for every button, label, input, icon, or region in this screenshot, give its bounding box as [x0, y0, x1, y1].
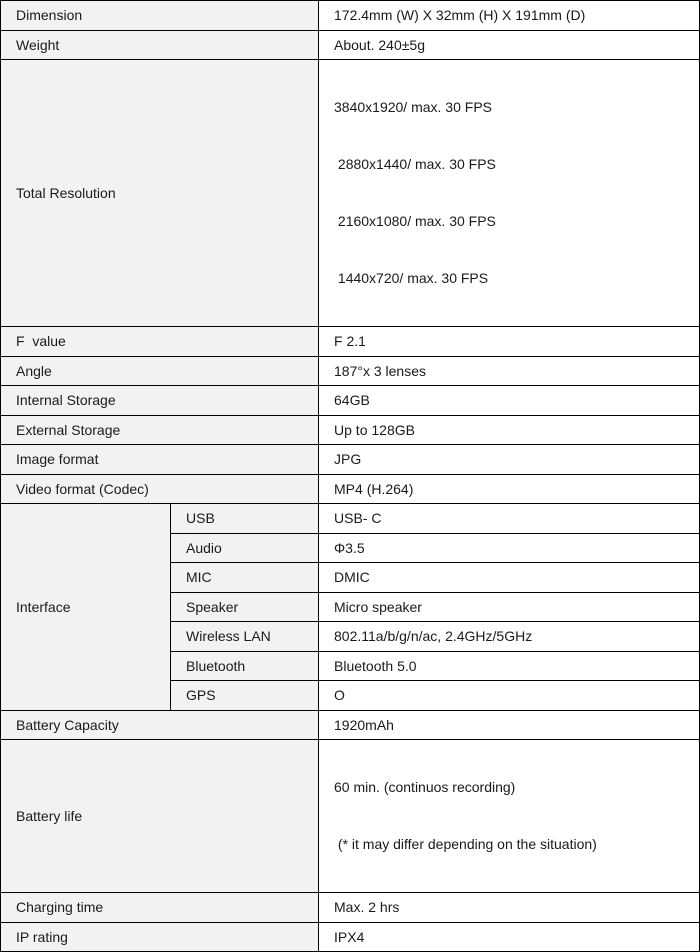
row-value: O [319, 681, 700, 711]
row-value: Φ3.5 [319, 534, 700, 563]
table-row [1, 711, 700, 740]
row-value: 64GB [319, 386, 700, 416]
row-value: USB- C [319, 504, 700, 534]
row-label: Battery life [1, 740, 319, 893]
table-row [1, 893, 700, 923]
row-value: 802.11a/b/g/n/ac, 2.4GHz/5GHz [319, 622, 700, 652]
table-row [1, 416, 700, 445]
row-value: Max. 2 hrs [319, 893, 700, 923]
battery-life-line: 60 min. (continuos recording) [334, 779, 516, 795]
resolution-line: 1440x720/ max. 30 FPS [334, 270, 489, 286]
row-label: IP rating [1, 923, 319, 952]
table-row [1, 504, 700, 534]
row-label: Image format [1, 445, 319, 475]
row-value: 187°x 3 lenses [319, 357, 700, 386]
table-row [1, 386, 700, 416]
table-row [1, 740, 700, 893]
row-value [319, 740, 700, 893]
row-label: F value [1, 327, 319, 357]
row-value: Micro speaker [319, 593, 700, 622]
row-label: Weight [1, 31, 319, 60]
table-row [1, 31, 700, 60]
row-label: Angle [1, 357, 319, 386]
row-value: 172.4mm (W) X 32mm (H) X 191mm (D) [319, 1, 700, 31]
row-value: About. 240±5g [319, 31, 700, 60]
sub-label: MIC [171, 563, 319, 593]
row-label: Total Resolution [1, 60, 319, 327]
row-value: F 2.1 [319, 327, 700, 357]
battery-life-line: (* it may differ depending on the situation) [334, 836, 597, 852]
sub-label: Speaker [171, 593, 319, 622]
resolution-line: 3840x1920/ max. 30 FPS [334, 99, 493, 115]
row-label: Internal Storage [1, 386, 319, 416]
row-value: 1920mAh [319, 711, 700, 740]
row-label: Video format (Codec) [1, 475, 319, 504]
row-label-interface: Interface [1, 504, 171, 711]
table-row [1, 1, 700, 31]
table-row [1, 923, 700, 952]
sub-label: GPS [171, 681, 319, 711]
resolution-line: 2880x1440/ max. 30 FPS [334, 156, 496, 172]
row-label: Charging time [1, 893, 319, 923]
table-row [1, 60, 700, 327]
table-row [1, 445, 700, 475]
row-label: Battery Capacity [1, 711, 319, 740]
sub-label: USB [171, 504, 319, 534]
table-row [1, 357, 700, 386]
row-value: Bluetooth 5.0 [319, 652, 700, 681]
sub-label: Audio [171, 534, 319, 563]
table-row [1, 475, 700, 504]
row-value: Up to 128GB [319, 416, 700, 445]
sub-label: Wireless LAN [171, 622, 319, 652]
row-label: External Storage [1, 416, 319, 445]
sub-label: Bluetooth [171, 652, 319, 681]
table-row [1, 327, 700, 357]
row-label: Dimension [1, 1, 319, 31]
row-value: MP4 (H.264) [319, 475, 700, 504]
resolution-line: 2160x1080/ max. 30 FPS [334, 213, 496, 229]
row-value: DMIC [319, 563, 700, 593]
row-value: JPG [319, 445, 700, 475]
row-value: IPX4 [319, 923, 700, 952]
row-value [319, 60, 700, 327]
